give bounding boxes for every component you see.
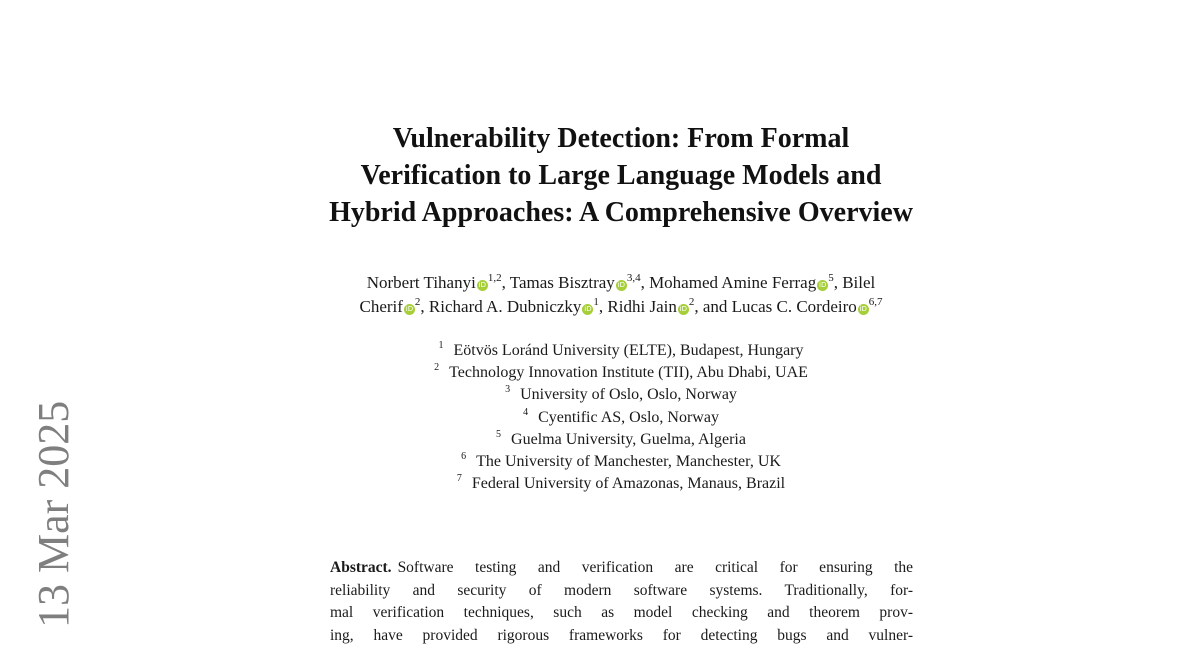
orcid-icon[interactable]: iD <box>859 305 867 313</box>
affiliation-number: 1 <box>438 340 444 351</box>
title-line: Hybrid Approaches: A Comprehensive Overview <box>329 197 913 228</box>
author-affil-sup: 3,4 <box>626 272 641 284</box>
affiliation-text: The University of Manchester, Manchester, UK <box>476 453 781 471</box>
author-list <box>260 271 982 319</box>
author-affil-sup: 5 <box>828 272 834 284</box>
author-affil-sup: 2 <box>688 296 695 308</box>
author-affil-sup: 6,7 <box>868 296 883 308</box>
author-affil-sup: 1,2 <box>487 272 502 284</box>
author-affil-sup: 1 <box>593 296 599 308</box>
affiliation-item <box>260 429 982 451</box>
abstract <box>330 557 913 647</box>
abstract-line: mal verification techniques, such as model checking and theorem prov- <box>330 604 913 621</box>
title-line: Verification to Large Language Models and <box>360 160 882 191</box>
affiliation-text: Guelma University, Guelma, Algeria <box>511 430 746 448</box>
orcid-icon[interactable]: iD <box>478 281 486 289</box>
abstract-line: reliability and security of modern software systems. Traditionally, for- <box>330 581 913 599</box>
affiliation-number: 3 <box>505 384 511 396</box>
orcid-icon[interactable]: iD <box>584 305 592 313</box>
affiliation-text: Eötvös Loránd University (ELTE), Budapest, Hungary <box>453 342 804 359</box>
author-affil-sup: 2 <box>414 296 421 308</box>
affiliation-text: University of Oslo, Oslo, Norway <box>520 386 737 404</box>
author-name: Lucas C. Cordeiro <box>731 297 857 316</box>
author-name-last: Cherif <box>359 297 403 316</box>
affiliation-number: 7 <box>456 473 462 485</box>
affiliation-number: 6 <box>461 451 467 463</box>
author-name-first: Bilel <box>842 273 876 292</box>
orcid-icon[interactable]: iD <box>819 281 827 289</box>
abstract-label: Abstract. <box>330 559 392 576</box>
author-name: Tamas Bisztray <box>509 273 615 292</box>
affiliation-item <box>260 473 982 495</box>
affiliation-text: Technology Innovation Institute (TII), Abu Dhabi, UAE <box>449 364 808 382</box>
affiliation-number: 5 <box>496 428 502 440</box>
title-line: Vulnerability Detection: From Formal <box>392 123 850 154</box>
orcid-icon[interactable]: iD <box>617 281 625 289</box>
arxiv-date-stamp: 13 Mar 2025 <box>29 400 78 628</box>
affiliation-item <box>260 340 982 362</box>
affiliation-text: Cyentific AS, Oslo, Norway <box>538 408 719 426</box>
author-name: Ridhi Jain <box>607 297 677 316</box>
author-line: Cherif $iD^2$, Richard A. Dubniczky $iD^1$, Ridhi Jain $iD^2$, and Lucas C. Cordeiro iD$^{6,7}$ <box>359 296 883 316</box>
abstract-line: ing, have provided rigorous frameworks for detecting bugs and vulner- <box>330 626 913 644</box>
affiliation-number: 4 <box>523 406 529 418</box>
affiliation-item <box>260 362 982 384</box>
abstract-text: Software testing and verification are critical for ensuring the <box>397 559 913 576</box>
orcid-icon[interactable]: iD <box>405 305 414 313</box>
author-name: Richard A. Dubniczky <box>428 297 582 316</box>
author-line: Norbert Tihanyi iD$^{1,2}$, Tamas Bisztray iD$^{3,4}$, Mohamed Amine Ferrag $iD^5$, Bilel <box>366 272 876 292</box>
affiliation-item <box>260 407 982 429</box>
affiliation-list <box>260 340 982 495</box>
author-name: Norbert Tihanyi <box>366 273 476 292</box>
affiliation-item <box>260 451 982 473</box>
paper-title <box>260 120 982 231</box>
author-conjunction: and <box>702 297 728 316</box>
author-name: Mohamed Amine Ferrag <box>649 273 817 292</box>
affiliation-number: 2 <box>434 362 440 374</box>
affiliation-text: Federal University of Amazonas, Manaus, Brazil <box>471 475 786 493</box>
orcid-icon[interactable]: iD <box>679 305 688 313</box>
abstract-line <box>330 557 913 580</box>
affiliation-item <box>260 384 982 406</box>
